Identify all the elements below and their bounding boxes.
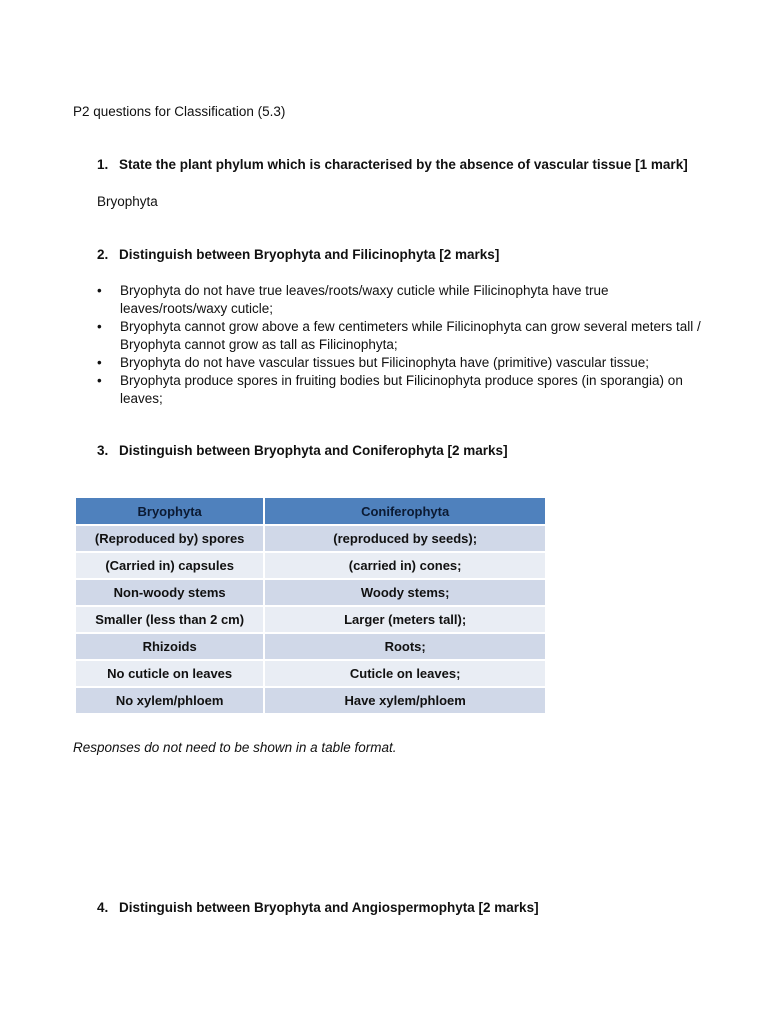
table-header-row [75,497,546,525]
question-2-answer-list [97,282,707,408]
list-item-text: Bryophyta do not have vascular tissues but Filicinophyta have (primitive) vascular tissue; [120,355,649,370]
table-cell: Cuticle on leaves; [264,660,546,687]
bullet-icon: • [97,373,102,388]
list-item-text: Bryophyta do not have true leaves/roots/waxy cuticle while Filicinophyta have true leaves/roots/waxy cuticle; [120,283,609,316]
question-1-answer: Bryophyta [97,194,158,209]
question-2-heading [97,247,499,262]
table-cell: No xylem/phloem [75,687,264,714]
question-4-text: Distinguish between Bryophyta and Angiospermophyta [2 marks] [119,900,539,915]
table-row [75,552,546,579]
table-cell: Rhizoids [75,633,264,660]
list-item [97,354,707,372]
bullet-icon: • [97,319,102,334]
question-2-text: Distinguish between Bryophyta and Filicinophyta [2 marks] [119,247,500,262]
table-row [75,633,546,660]
table-cell: (reproduced by seeds); [264,525,546,552]
table-cell: (carried in) cones; [264,552,546,579]
question-3-heading [97,443,508,458]
question-1-heading [97,157,688,172]
table-cell: Non-woody stems [75,579,264,606]
table-row [75,525,546,552]
question-4-heading [97,900,539,915]
table-header-bryophyta: Bryophyta [75,497,264,525]
table-cell: Larger (meters tall); [264,606,546,633]
table-cell: Roots; [264,633,546,660]
table-row [75,579,546,606]
question-2-number: 2. [97,247,109,262]
table-row [75,687,546,714]
question-1-text: State the plant phylum which is characterised by the absence of vascular tissue [1 mark] [119,157,688,172]
list-item-text: Bryophyta produce spores in fruiting bodies but Filicinophyta produce spores (in sporangia) on leaves; [120,373,683,406]
table-cell: Have xylem/phloem [264,687,546,714]
comparison-table [74,496,547,715]
table-cell: Smaller (less than 2 cm) [75,606,264,633]
table-row [75,660,546,687]
table-format-note: Responses do not need to be shown in a table format. [73,740,397,755]
bullet-icon: • [97,283,102,298]
table-header-coniferophyta: Coniferophyta [264,497,546,525]
list-item [97,372,707,408]
question-3-number: 3. [97,443,109,458]
table-cell: (Carried in) capsules [75,552,264,579]
table-row [75,606,546,633]
list-item [97,318,707,354]
table-cell: No cuticle on leaves [75,660,264,687]
page-title: P2 questions for Classification (5.3) [73,104,286,119]
list-item [97,282,707,318]
question-1-number: 1. [97,157,109,172]
question-3-text: Distinguish between Bryophyta and Coniferophyta [2 marks] [119,443,508,458]
bullet-icon: • [97,355,102,370]
table-cell: (Reproduced by) spores [75,525,264,552]
question-4-number: 4. [97,900,109,915]
table-cell: Woody stems; [264,579,546,606]
list-item-text: Bryophyta cannot grow above a few centimeters while Filicinophyta can grow several meters tall / Bryophyta cannot grow as tall as Filicinophyta; [120,319,701,352]
